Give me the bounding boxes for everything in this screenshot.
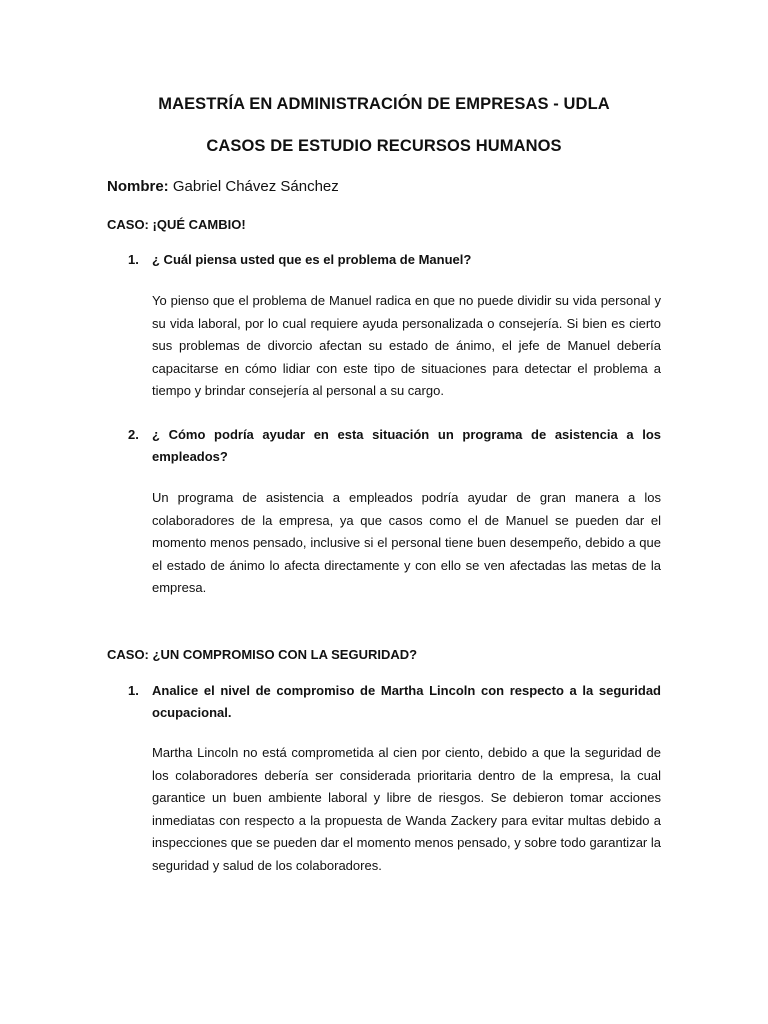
question-number: 1. bbox=[128, 683, 139, 698]
question-text: ¿ Cuál piensa usted que es el problema de Manuel? bbox=[152, 252, 472, 267]
case-title: CASO: ¿UN COMPROMISO CON LA SEGURIDAD? bbox=[107, 647, 418, 662]
question-number: 2. bbox=[128, 427, 139, 442]
question-text: Analice el nivel de compromiso de Martha Lincoln con respecto a la seguridad ocupacional. bbox=[152, 683, 661, 720]
answer-paragraph: Martha Lincoln no está comprometida al cien por ciento, debido a que la seguridad de los colaboradores debería ser considerada prioritaria dentro de la empresa, la cual garantice un buen ambiente laboral y libre de riesgos. Se debieron tomar acciones inmediatas con respecto a la propuesta de Wanda Zackery para evitar multas debido a inspecciones que se pueden dar el momento menos pensado, y sobre todo garantizar la seguridad y salud de los colaboradores. bbox=[152, 745, 661, 873]
student-name-value: Gabriel Chávez Sánchez bbox=[172, 178, 339, 195]
answer-paragraph: Un programa de asistencia a empleados podría ayudar de gran manera a los colaboradores de la empresa, ya que casos como el de Manuel se pueden dar el momento menos pensado, inclusive si el personal tiene buen desempeño, debido a que el estado de ánimo lo afecta directamente y con ello se ven afectadas las metas de la empresa. bbox=[152, 490, 661, 595]
document-subtitle: CASOS DE ESTUDIO RECURSOS HUMANOS bbox=[206, 137, 562, 155]
case-title: CASO: ¡QUÉ CAMBIO! bbox=[107, 217, 246, 232]
question bbox=[128, 249, 661, 271]
student-name-row bbox=[107, 178, 339, 195]
question-text: ¿ Cómo podría ayudar en esta situación un programa de asistencia a los empleados? bbox=[152, 427, 661, 464]
answer-paragraph: Yo pienso que el problema de Manuel radica en que no puede dividir su vida personal y su vida laboral, por lo cual requiere ayuda personalizada o consejería. Si bien es cierto sus problemas de divorcio afectan su estado de ánimo, el jefe de Manuel debería capacitarse en cómo lidiar con este tipo de situaciones para detectar el problema a tiempo y brindar consejería al personal a su cargo. bbox=[152, 293, 661, 398]
student-name-label: Nombre: bbox=[107, 178, 169, 195]
document-title: MAESTRÍA EN ADMINISTRACIÓN DE EMPRESAS - UDLA bbox=[158, 95, 610, 113]
question bbox=[128, 424, 661, 468]
question-number: 1. bbox=[128, 252, 139, 267]
question bbox=[128, 680, 661, 724]
